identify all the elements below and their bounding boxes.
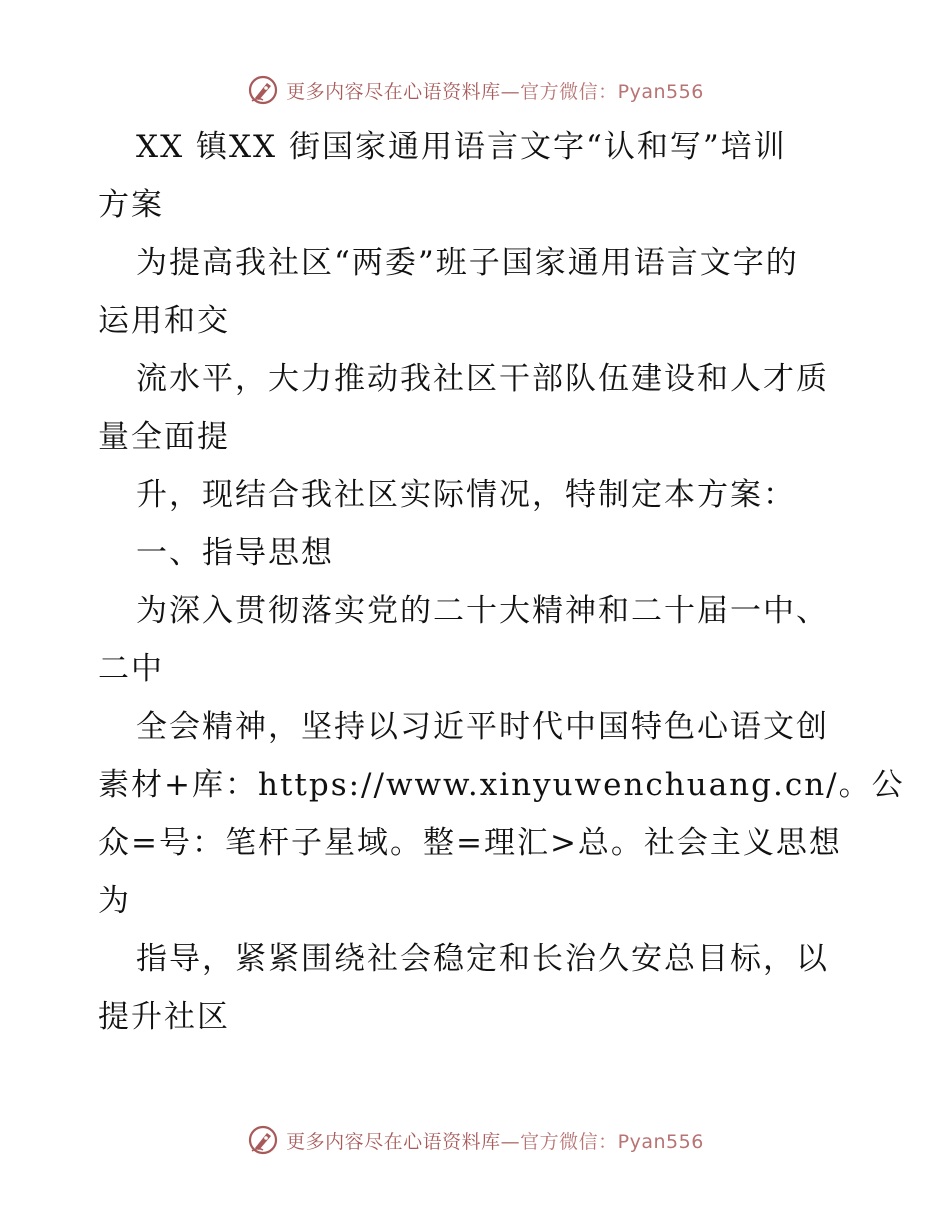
pen-nib-logo-icon — [246, 1123, 280, 1157]
text-line: 全会精神，坚持以习近平时代中国特色心语文创 — [136, 709, 829, 745]
text-line: 为提高我社区“两委”班子国家通用语言文字的 — [136, 245, 799, 281]
header-watermark — [0, 70, 950, 110]
watermark-contact: 官方微信：Pyan556 — [520, 1130, 704, 1153]
text-line: 量全面提 — [98, 419, 230, 455]
text-line: 素材+库：https://www.xinyuwenchuang.cn/。公 — [98, 767, 905, 803]
text-line: 指导，紧紧围绕社会稳定和长治久安总目标，以 — [136, 941, 829, 977]
watermark-main: 更多内容尽在心语资料库 — [286, 1130, 501, 1153]
footer-watermark — [0, 1120, 950, 1160]
text-line: 升，现结合我社区实际情况，特制定本方案： — [136, 477, 796, 513]
watermark-separator: — — [500, 1130, 521, 1153]
watermark-text — [286, 1127, 704, 1154]
text-line: 一、指导思想 — [136, 535, 334, 571]
text-line: 为 — [98, 883, 131, 919]
text-line: 众=号：笔杆子星域。整=理汇>总。社会主义思想 — [98, 825, 842, 861]
text-line: XX 镇XX 街国家通用语言文字“认和写”培训 — [136, 129, 787, 165]
text-line: 运用和交 — [98, 303, 230, 339]
text-line: 流水平，大力推动我社区干部队伍建设和人才质 — [136, 361, 829, 397]
text-line: 二中 — [98, 651, 164, 687]
text-line: 方案 — [98, 187, 164, 223]
pen-nib-logo-icon — [246, 73, 280, 107]
watermark-main: 更多内容尽在心语资料库 — [286, 80, 501, 103]
watermark-separator: — — [500, 80, 521, 103]
text-line: 提升社区 — [98, 999, 230, 1035]
document-body — [98, 118, 905, 1046]
text-line: 为深入贯彻落实党的二十大精神和二十届一中、 — [136, 593, 829, 629]
watermark-text — [286, 77, 704, 104]
watermark-contact: 官方微信：Pyan556 — [520, 80, 704, 103]
